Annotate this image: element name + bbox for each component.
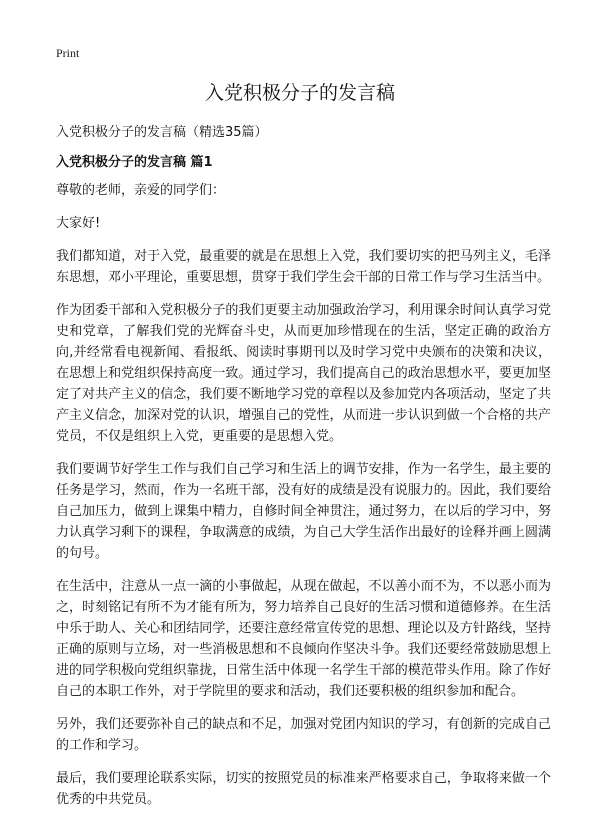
paragraph: 作为团委干部和入党积极分子的我们更要主动加强政治学习，利用课余时间认真学习党史和党章，了解我们党的光辉奋斗史，从而更加珍惜现在的生活，坚定正确的政治方向,并经常看电视新闻、看报纸、阅读时事期刊以及时学习党中央颁布的决策和决议，在思想上和党组织保持高度一致。通过学习，我们提高自己的政治思想水平，要更加坚定了对共产主义的信念，我们要不断地学习党的章程以及参加党内各项活动，坚定了共产主义信念，加深对党的认识，增强自己的党性，从而进一步认识到做一个合格的共产党员，不仅是组织上入党，更重要的是思想入党。 <box>56 303 551 444</box>
paragraph: 在生活中，注意从一点一滴的小事做起，从现在做起，不以善小而不为，不以恶小而为之，时刻铭记有所不为才能有所为，努力培养自己良好的生活习惯和道德修养。在生活中乐于助人、关心和团结同学，还要注意经常宣传党的思想、理论以及方针路线，坚持正确的原则与立场，对一些消极思想和不良倾向作坚决斗争。我们还要经常鼓励思想上进的同学积极向党组织靠拢，日常生活中体现一名学生干部的模范带头作用。除了作好自己的本职工作外，对于学院里的要求和活动，我们还要积极的组织参加和配合。 <box>56 579 551 699</box>
section-heading: 入党积极分子的发言稿 篇1 <box>56 155 213 170</box>
paragraph: 我们要调节好学生工作与我们自己学习和生活上的调节安排，作为一名学生，最主要的任务是学习，然而，作为一名班干部，没有好的成绩是没有说服力的。因此，我们要给自己加压力，做到上课集中精力，自修时间全神贯注，通过努力，在以后的学习中，努力认真学习剩下的课程，争取满意的成绩，为自己大学生活作出最好的诠释并画上圆满的句号。 <box>56 462 551 561</box>
paragraph: 另外，我们还要弥补自己的缺点和不足，加强对党团内知识的学习，有创新的完成自己的工作和学习。 <box>56 717 551 753</box>
paragraph-greeting: 大家好! <box>56 216 101 231</box>
print-link[interactable]: Print <box>56 46 80 60</box>
document-subtitle: 入党积极分子的发言稿（精选35篇） <box>56 125 268 140</box>
page-title: 入党积极分子的发言稿 <box>204 82 395 104</box>
paragraph: 我们都知道，对于入党，最重要的就是在思想上入党，我们要切实的把马列主义，毛泽东思想，邓小平理论，重要思想，贯穿于我们学生会干部的日常工作与学习生活当中。 <box>56 249 551 285</box>
paragraph: 最后，我们要理论联系实际，切实的按照党员的标准来严格要求自己，争取将来做一个优秀的中共党员。 <box>56 771 551 807</box>
document-body <box>56 180 551 822</box>
paragraph-salutation: 尊敬的老师，亲爱的同学们： <box>56 183 226 198</box>
